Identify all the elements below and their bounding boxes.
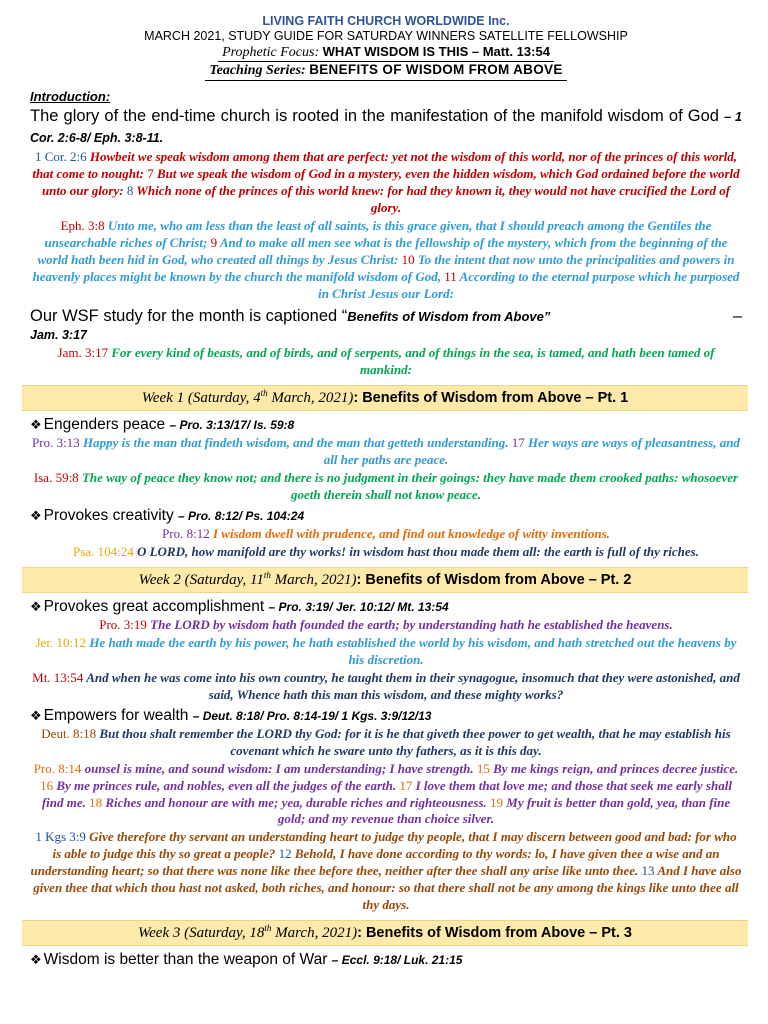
verse-isa-59-8: Isa. 59:8 The way of peace they know not; and there is no judgment in their goings: they have made them crooked paths: whosoever goeth therein shall not know peace.: [33, 469, 739, 502]
verse-1kgs-3-9: 1 Kgs 3:9 Give therefore thy servant an understanding heart to judge thy people, that I may discern between good and bad: for who is able to judge this thy so great a people? 12 Behold, I have done according to thy words: lo, I have given thee a wise and an understanding heart; so that there was none like thee before thee, neither after thee shall any arise like unto thee. 13 And I have also given thee that which thou hast not asked, both riches, and honour: so that there shall not be any among the kings like unto thee all thy days.: [30, 829, 742, 912]
week-3-banner: Week 3 (Saturday, 18th March, 2021): Benefits of Wisdom from Above – Pt. 3: [22, 920, 748, 946]
verse-psa-104-24: Psa. 104:24 O LORD, how manifold are thy works! in wisdom hast thou made them all: the earth is full of thy riches.: [73, 543, 699, 559]
series-label: Teaching Series:: [209, 63, 306, 79]
verse-deut-8-18: Deut. 8:18 But thou shalt remember the LORD thy God: for it is he that giveth thee power to get wealth, that he may establish his covenant which he sware unto thy fathers, as it is this day.: [41, 725, 731, 758]
focus-label: Prophetic Focus:: [222, 44, 320, 60]
diamond-bullet-icon: ❖: [30, 598, 42, 614]
introduction-ref: – 1 Cor. 2:6-8/ Eph. 3:8-11.: [30, 109, 742, 145]
series-text: BENEFITS OF WISDOM FROM ABOVE: [309, 62, 563, 78]
focus-text: WHAT WISDOM IS THIS – Matt. 13:54: [322, 43, 550, 59]
wsf-caption-title: Benefits of Wisdom from Above”: [347, 309, 551, 325]
diamond-bullet-icon: ❖: [30, 707, 42, 723]
wsf-ref: Jam. 3:17: [30, 327, 87, 342]
week1-point-engenders-peace: ❖ Engenders peace – Pro. 3:13/17/ Is. 59:8: [30, 415, 295, 433]
week2-point-empowers-wealth: ❖ Empowers for wealth – Deut. 8:18/ Pro. 8:14-19/ 1 Kgs. 3:9/12/13: [30, 706, 432, 724]
verse-pro-3-13: Pro. 3:13 Happy is the man that findeth wisdom, and the man that getteth understanding. 17 Her ways are ways of pleasantness, and all her paths are peace.: [32, 435, 740, 467]
introduction-text: The glory of the end-time church is rooted in the manifestation of the manifold wisdom of God – 1 Cor. 2:6-8/ Eph. 3:8-11.: [30, 106, 742, 145]
verse-jam-3-17: Jam. 3:17 For every kind of beasts, and of birds, and of serpents, and of things in the sea, is tamed, and hath been tamed of mankind:: [57, 344, 715, 377]
week-1-banner: Week 1 (Saturday, 4th March, 2021): Benefits of Wisdom from Above – Pt. 1: [22, 385, 748, 411]
introduction-heading: Introduction:: [30, 88, 111, 104]
diamond-bullet-icon: ❖: [30, 507, 42, 523]
church-name: LIVING FAITH CHURCH WORLDWIDE Inc.: [262, 14, 510, 28]
verse-jer-10-12: Jer. 10:12 He hath made the earth by his power, he hath established the world by his wisdom, and hath stretched out the heavens by his discretion.: [35, 635, 737, 667]
diamond-bullet-icon: ❖: [30, 416, 42, 432]
study-guide-subtitle: MARCH 2021, STUDY GUIDE FOR SATURDAY WINNERS SATELLITE FELLOWSHIP: [144, 28, 628, 43]
diamond-bullet-icon: ❖: [30, 951, 42, 967]
verse-1cor-2-6: 1 Cor. 2:6 Howbeit we speak wisdom among them that are perfect: yet not the wisdom of this world, nor of the princes of this world, that come to nought: 7 But we speak the wisdom of God in a mystery, even the hidden wisdom, which God ordained before the world unto our glory: 8 Which none of the princes of this world knew: for had they known it, they would not have crucified the Lord of glory.: [32, 149, 740, 216]
verse-mt-13-54: Mt. 13:54 And when he was come into his own country, he taught them in their synagogue, insomuch that they were astonished, and said, Whence hath this man this wisdom, and these mighty works?: [32, 669, 740, 702]
verse-pro-8-14: Pro. 8:14 ounsel is mine, and sound wisdom: I am understanding; I have strength. 15 By me kings reign, and princes decree justice. 16 By me princes rule, and nobles, even all the judges of the earth. 17 I love them that love me; and those that seek me early shall find me. 18 Riches and honour are with me; yea, durable riches and righteousness. 19 My fruit is better than gold, yea, than fine gold; and my revenue than choice silver.: [33, 760, 739, 827]
prophetic-focus: [30, 44, 742, 63]
verse-pro-3-19: Pro. 3:19 The LORD by wisdom hath founded the earth; by understanding hath he established the heavens.: [99, 617, 673, 633]
week3-point-better-than-weapon: ❖ Wisdom is better than the weapon of War – Eccl. 9:18/ Luk. 21:15: [30, 950, 463, 968]
verse-pro-8-12: Pro. 8:12 I wisdom dwell with prudence, and find out knowledge of witty inventions.: [162, 525, 610, 541]
verse-eph-3-8: Eph. 3:8 Unto me, who am less than the least of all saints, is this grace given, that I should preach among the Gentiles the unsearchable riches of Christ; 9 And to make all men see what is the fellowship of the mystery, which from the beginning of the world hath been hid in God, who created all things by Jesus Christ: 10 To the intent that now unto the principalities and powers in heavenly places might be known by the church the manifold wisdom of God, 11 According to the eternal purpose which he purposed in Christ Jesus our Lord:: [32, 217, 740, 301]
teaching-series: [30, 62, 742, 81]
week-2-banner: Week 2 (Saturday, 11th March, 2021): Benefits of Wisdom from Above – Pt. 2: [22, 567, 748, 593]
wsf-caption: Our WSF study for the month is captioned “Benefits of Wisdom from Above” –: [30, 307, 742, 326]
document-header: [30, 14, 742, 81]
week2-point-great-accomplishment: ❖ Provokes great accomplishment – Pro. 3:19/ Jer. 10:12/ Mt. 13:54: [30, 597, 449, 615]
week1-point-provokes-creativity: ❖ Provokes creativity – Pro. 8:12/ Ps. 104:24: [30, 506, 305, 524]
